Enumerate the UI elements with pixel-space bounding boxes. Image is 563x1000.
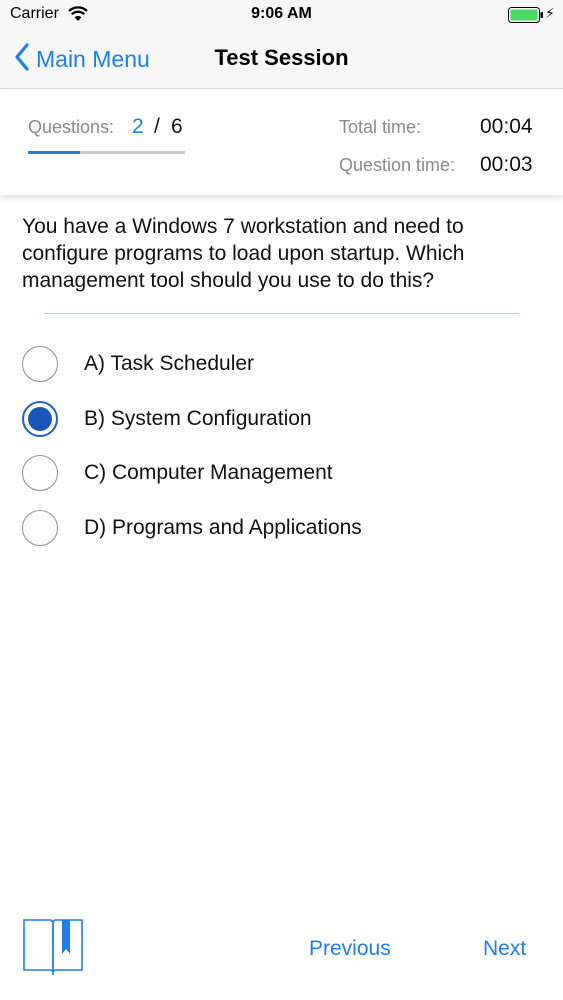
page-title: Test Session	[214, 45, 349, 70]
question-text: You have a Windows 7 workstation and need to configure programs to load upon startup. Which management tool should you use to do this?	[22, 215, 465, 292]
radio-button[interactable]	[22, 510, 58, 546]
question-progress-fill	[28, 151, 80, 154]
question-time-label: Question time:	[339, 155, 456, 175]
next-button[interactable]: Next	[483, 937, 527, 960]
total-time-label: Total time:	[339, 117, 422, 137]
bookmark-button[interactable]	[22, 918, 84, 976]
answer-label: B) System Configuration	[84, 407, 312, 430]
radio-button[interactable]	[22, 455, 58, 491]
question-progress-bar	[28, 151, 185, 154]
radio-selected-dot	[28, 407, 52, 431]
radio-button[interactable]	[22, 401, 58, 437]
status-time: 9:06 AM	[251, 5, 312, 22]
total-time-value: 00:04	[480, 115, 533, 138]
carrier-name: Carrier	[10, 5, 59, 22]
session-stats-panel	[0, 89, 563, 195]
answer-option-c[interactable]	[22, 451, 542, 495]
back-button-label: Main Menu	[36, 45, 150, 72]
current-question-number: 2	[132, 115, 144, 138]
previous-button[interactable]: Previous	[309, 937, 391, 960]
charging-bolt-icon: ⚡	[545, 5, 555, 21]
answer-label: A) Task Scheduler	[84, 352, 255, 375]
question-count-separator: /	[154, 115, 160, 138]
answer-option-b[interactable]	[22, 397, 542, 441]
answer-label: C) Computer Management	[84, 461, 333, 484]
answer-option-d[interactable]	[22, 506, 542, 550]
question-divider	[44, 313, 519, 314]
questions-label: Questions:	[28, 117, 115, 137]
total-question-count: 6	[171, 115, 183, 138]
question-time-value: 00:03	[480, 153, 533, 176]
navigation-bar	[0, 30, 563, 89]
status-bar	[0, 0, 563, 30]
radio-button[interactable]	[22, 346, 58, 382]
battery-icon	[508, 7, 544, 28]
answer-option-a[interactable]	[22, 342, 542, 386]
answer-label: D) Programs and Applications	[84, 516, 362, 539]
book-bookmark-icon	[22, 963, 84, 980]
